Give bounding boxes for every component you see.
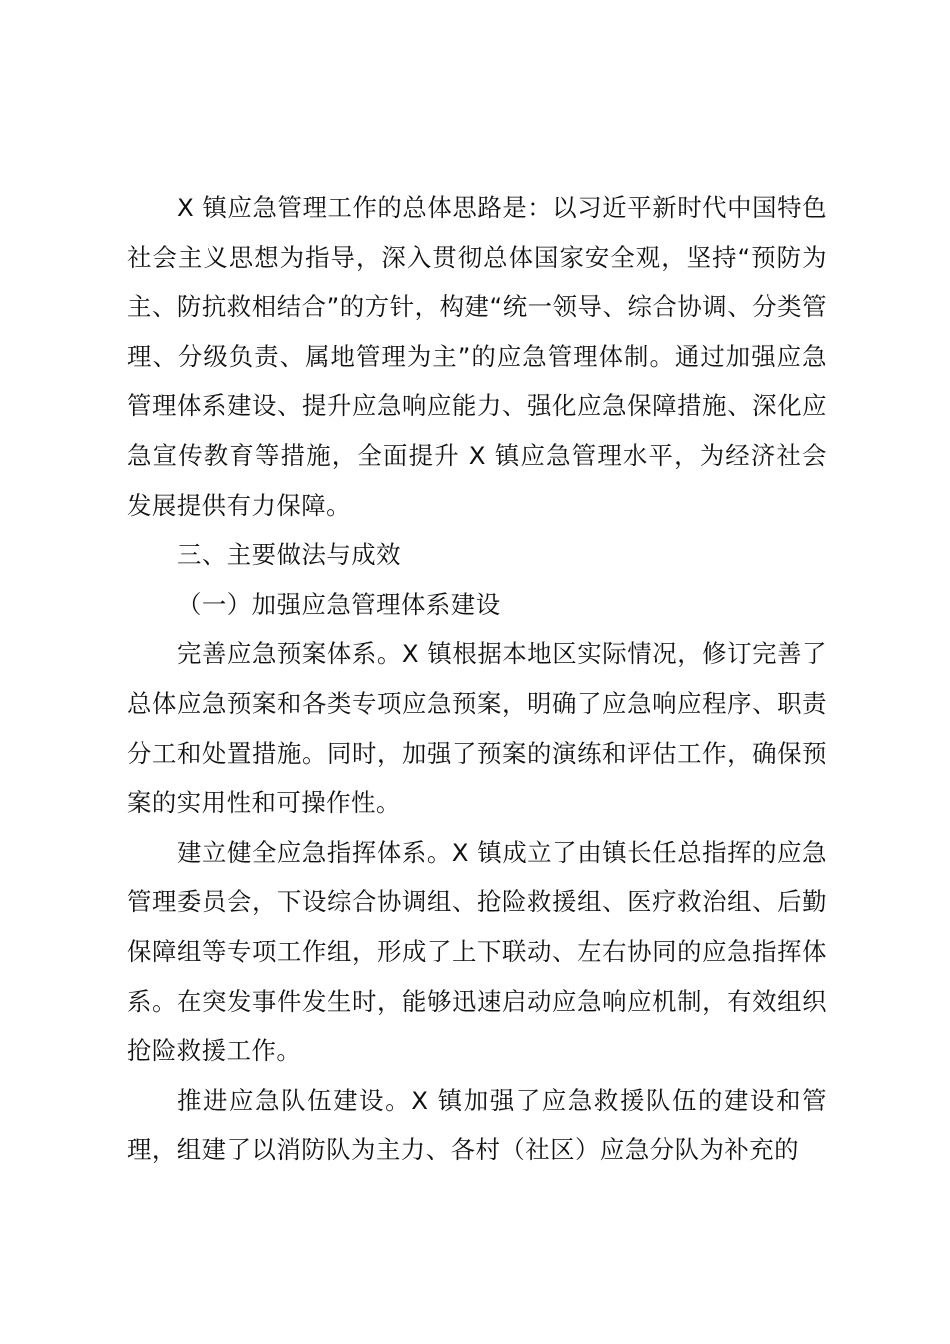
document-body	[127, 183, 827, 1175]
section-heading-main-practices: 三、主要做法与成效	[177, 540, 402, 570]
subsection-heading-system-building: （一）加强应急管理体系建设	[177, 589, 501, 619]
paragraph-emergency-plans: 完善应急预案体系。X 镇根据本地区实际情况，修订完善了总体应急预案和各类专项应急预案，明确了应急响应程序、职责分工和处置措施。同时，加强了预案的演练和评估工作，确保预案的实用性和可操作性。	[127, 639, 827, 818]
paragraph-team-building: 推进应急队伍建设。X 镇加强了应急救援队伍的建设和管理，组建了以消防队为主力、各村（社区）应急分队为补充的	[127, 1085, 827, 1165]
paragraph-command-system: 建立健全应急指挥体系。X 镇成立了由镇长任总指挥的应急管理委员会，下设综合协调组、抢险救援组、医疗救治组、后勤保障组等专项工作组，形成了上下联动、左右协同的应急指挥体系。在突发事件发生时，能够迅速启动应急响应机制，有效组织抢险救援工作。	[127, 837, 827, 1066]
paragraph-overall-approach: X 镇应急管理工作的总体思路是：以习近平新时代中国特色社会主义思想为指导，深入贯彻总体国家安全观，坚持“预防为主、防抗救相结合”的方针，构建“统一领导、综合协调、分类管理、分级负责、属地管理为主”的应急管理体制。通过加强应急管理体系建设、提升应急响应能力、强化应急保障措施、深化应急宣传教育等措施，全面提升 X 镇应急管理水平，为经济社会发展提供有力保障。	[127, 193, 827, 520]
